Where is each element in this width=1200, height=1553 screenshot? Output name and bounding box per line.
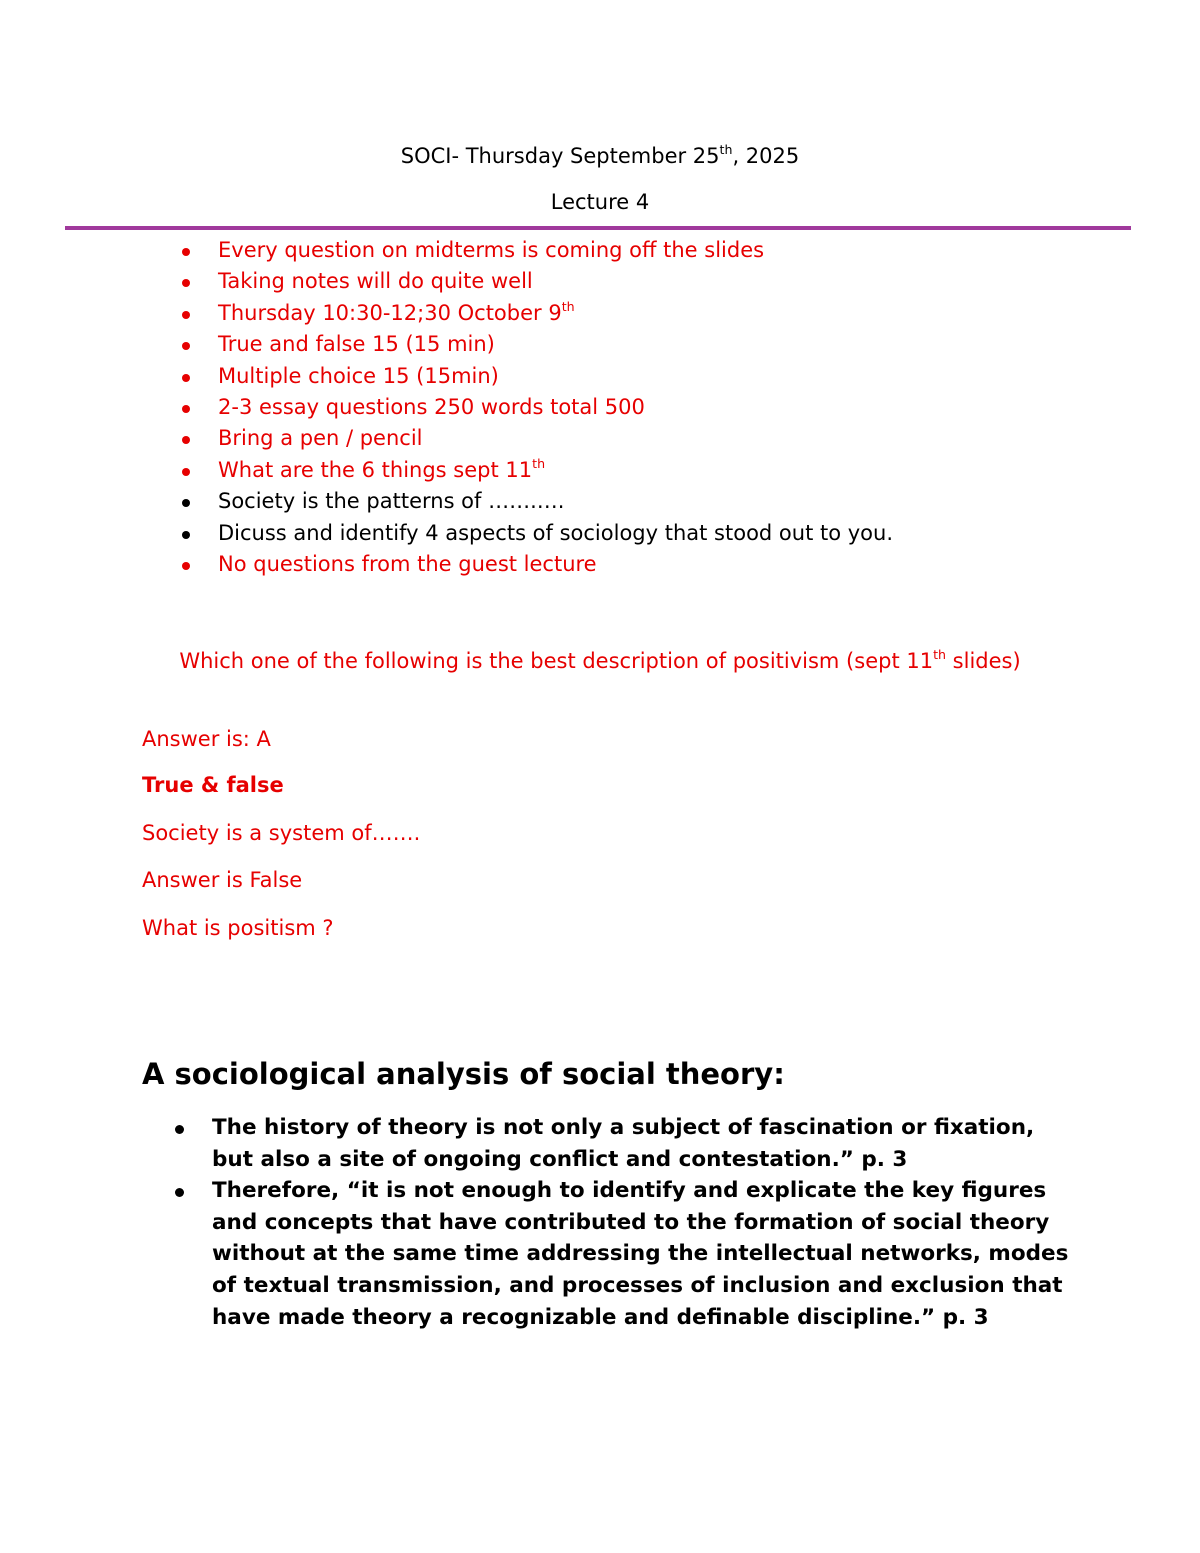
list-item-superscript: th: [561, 298, 575, 314]
list-item-text: The history of theory is not only a subject of fascination or fixation, but also a site of ongoing conflict and contestation.” p. 3: [212, 1115, 1035, 1172]
list-item-text: Dicuss and identify 4 aspects of sociology that stood out to you.: [218, 520, 894, 545]
bullet-dot-icon: [182, 468, 190, 476]
header-divider: [65, 226, 1131, 230]
list-item: [0, 549, 1200, 580]
answer-false-text: Answer is False: [142, 868, 303, 892]
list-item: [0, 361, 1200, 392]
list-item: [0, 235, 1200, 266]
theory-bullet-list: [0, 1112, 1200, 1333]
list-item-text: Thursday 10:30-12;30 October 9: [218, 300, 562, 325]
bullet-dot-icon: [182, 311, 190, 319]
list-item-superscript: th: [532, 455, 546, 471]
list-item-text: 2-3 essay questions 250 words total 500: [218, 394, 645, 419]
list-item-text: Every question on midterms is coming off the slides: [218, 238, 765, 262]
question-suffix: slides): [946, 649, 1021, 673]
true-false-heading: True & false: [142, 773, 284, 797]
title-superscript: th: [719, 142, 733, 158]
list-item: [0, 423, 1200, 454]
notes-bullet-list: [0, 235, 1200, 580]
page-subtitle: Lecture 4: [550, 190, 650, 214]
list-item: [0, 298, 1200, 329]
title-prefix: SOCI- Thursday September 25: [400, 144, 720, 168]
list-item-text: No questions from the guest lecture: [218, 551, 597, 576]
list-item: [0, 1112, 1200, 1175]
positivism-question: [140, 646, 1060, 677]
society-system-text: Society is a system of…….: [142, 821, 421, 845]
page-title: [0, 143, 1200, 169]
bullet-dot-icon: [182, 499, 190, 507]
question-prefix: Which one of the following is the best description of positivism (sept 11: [179, 649, 934, 673]
bullet-dot-icon: [182, 279, 190, 287]
bullet-dot-icon: [175, 1188, 184, 1197]
list-item-text: Therefore, “it is not enough to identify and explicate the key figures and concepts that have contributed to the formation of social theory without at the same time addressing the intellectual networks, modes of textual transmission, and processes of inclusion and exclusion that have made theory a recognizable and definable discipline.” p. 3: [212, 1178, 1069, 1330]
list-item: [0, 329, 1200, 360]
question-superscript: th: [933, 647, 946, 663]
bullet-dot-icon: [182, 342, 190, 350]
bullet-dot-icon: [182, 374, 190, 382]
list-item: [0, 518, 1200, 549]
list-item: [0, 392, 1200, 423]
list-item: [0, 266, 1200, 297]
list-item-text: What are the 6 things sept 11: [218, 457, 533, 482]
positism-question-text: What is positism ?: [142, 916, 334, 940]
bullet-dot-icon: [182, 531, 190, 539]
list-item: [0, 1175, 1200, 1333]
list-item-text: Society is the patterns of …….….: [218, 489, 565, 514]
answer-a-text: Answer is: A: [142, 727, 271, 751]
list-item: [0, 486, 1200, 517]
bullet-dot-icon: [182, 405, 190, 413]
section-heading: A sociological analysis of social theory:: [142, 1057, 785, 1091]
bullet-dot-icon: [182, 436, 190, 444]
list-item: [0, 455, 1200, 486]
bullet-dot-icon: [182, 248, 190, 256]
title-suffix: , 2025: [732, 144, 800, 168]
list-item-text: Taking notes will do quite well: [218, 269, 533, 294]
list-item-text: True and false 15 (15 min): [218, 332, 495, 357]
bullet-dot-icon: [175, 1125, 184, 1134]
bullet-dot-icon: [182, 562, 190, 570]
list-item-text: Multiple choice 15 (15min): [218, 363, 499, 388]
list-item-text: Bring a pen / pencil: [218, 426, 423, 451]
